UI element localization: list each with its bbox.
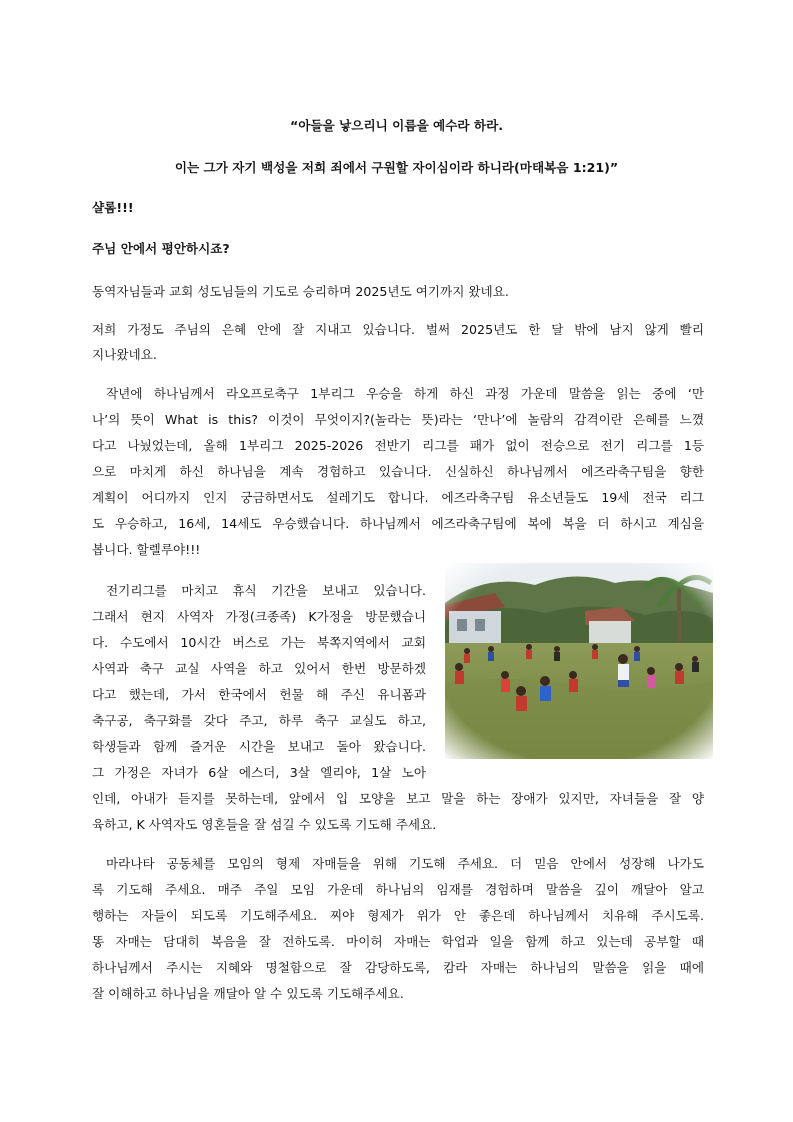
paragraph-4-line: 다고 했는데, 가서 한국에서 헌물 해 주신 유니폼과 [92, 687, 426, 702]
paragraph-4-line: 사역과 축구 교실 사역을 하고 있어서 한번 방문하겠 [92, 661, 426, 676]
paragraph-3-line: 도 우승하고, 16세, 14세도 우승했습니다. 하나님께서 에즈라축구팀에 복에 복을 더 하시고 계심을 [92, 516, 704, 531]
paragraph-5-line: 하나님께서 주시는 지혜와 명철함으로 잘 감당하도록, 캄라 자매는 하나님의 말씀을 읽을 때에 [92, 960, 704, 975]
paragraph-4-line: 인데, 아내가 듣지를 못하는데, 앞에서 입 모양을 보고 말을 하는 장애가 있지만, 자녀들을 잘 양 [92, 791, 704, 806]
paragraph-1: 동역자님들과 교회 성도님들의 기도로 승리하며 2025년도 여기까지 왔네요. [92, 284, 509, 299]
paragraph-3-line: 나’의 뜻이 What is this? 이것이 무엇이지?(놀라는 뜻)라는 ‘만나’에 놀람의 감격이란 은혜를 느꼈 [92, 412, 704, 427]
paragraph-4-line: 육하고, K 사역자도 영혼들을 잘 섬길 수 있도록 기도해 주세요. [92, 817, 437, 832]
paragraph-5-line: 마라나타 공동체를 모임의 형제 자매들을 위해 기도해 주세요. 더 믿음 안에서 성장해 나가도 [106, 856, 704, 871]
paragraph-5-line: 똥 자매는 담대히 복음을 잘 전하도록. 마이허 자매는 학업과 일을 함께 하고 있는데 공부할 때 [92, 934, 704, 949]
paragraph-4-line: 그래서 현지 사역자 가정(크종족) K가정을 방문했습니 [92, 609, 426, 624]
paragraph-4-line: 그 가정은 자녀가 6살 에스더, 3살 엘리야, 1살 노아 [92, 765, 426, 780]
paragraph-4-line: 축구공, 축구화를 갖다 주고, 하루 축구 교실도 하고, [92, 713, 426, 728]
scripture-quote-line1: “아들을 낳으리니 이름을 예수라 하라. [289, 118, 504, 133]
paragraph-4-line: 학생들과 함께 즐거운 시간을 보내고 돌아 왔습니다. [92, 739, 426, 754]
paragraph-3-line: 봅니다. 할렐루야!!! [92, 542, 201, 557]
paragraph-5-line: 잘 이해하고 하나님을 깨달아 알 수 있도록 기도해주세요. [92, 986, 404, 1001]
football-class-photo [445, 563, 713, 759]
scripture-quote-line2: 이는 그가 자기 백성을 저희 죄에서 구원할 자이심이라 하니라(마태복음 1:21)” [174, 160, 619, 175]
paragraph-2-line: 저희 가정도 주님의 은혜 안에 잘 지내고 있습니다. 벌써 2025년도 한 달 밖에 남지 않게 빨리 [92, 322, 704, 337]
paragraph-3-line: 작년에 하나님께서 라오프로축구 1부리그 우승을 하게 하신 과정 가운데 말씀을 읽는 중에 ‘만 [106, 386, 704, 401]
paragraph-4-line: 다. 수도에서 10시간 버스로 가는 북쪽지역에서 교회 [92, 635, 426, 650]
greeting-question: 주님 안에서 평안하시죠? [92, 241, 230, 256]
paragraph-2-line: 지나왔네요. [92, 347, 157, 362]
paragraph-3-line: 계획이 어디까지 인지 궁금하면서도 설레기도 합니다. 에즈라축구팀 유소년들도 19세 전국 리그 [92, 490, 704, 505]
paragraph-3-line: 으로 마치게 하신 하나님을 계속 경험하고 있습니다. 신실하신 하나님께서 에즈라축구팀을 향한 [92, 464, 704, 479]
paragraph-3-line: 다고 나눴었는데, 올해 1부리그 2025-2026 전반기 리그를 패가 없이 전승으로 전기 리그를 1등 [92, 438, 704, 453]
football-class-photo-image [445, 563, 713, 759]
greeting-shalom: 샬롬!!! [92, 200, 134, 215]
paragraph-4-line: 전기리그를 마치고 휴식 기간을 보내고 있습니다. [106, 583, 426, 598]
paragraph-5-line: 록 기도해 주세요. 매주 주일 모임 가운데 하나님의 임재를 경험하며 말씀을 깊이 깨달아 알고 [92, 882, 704, 897]
paragraph-5-line: 행하는 자들이 되도록 기도해주세요. 찌야 형제가 위가 안 좋은데 하나님께서 치유해 주시도록. [92, 908, 704, 923]
